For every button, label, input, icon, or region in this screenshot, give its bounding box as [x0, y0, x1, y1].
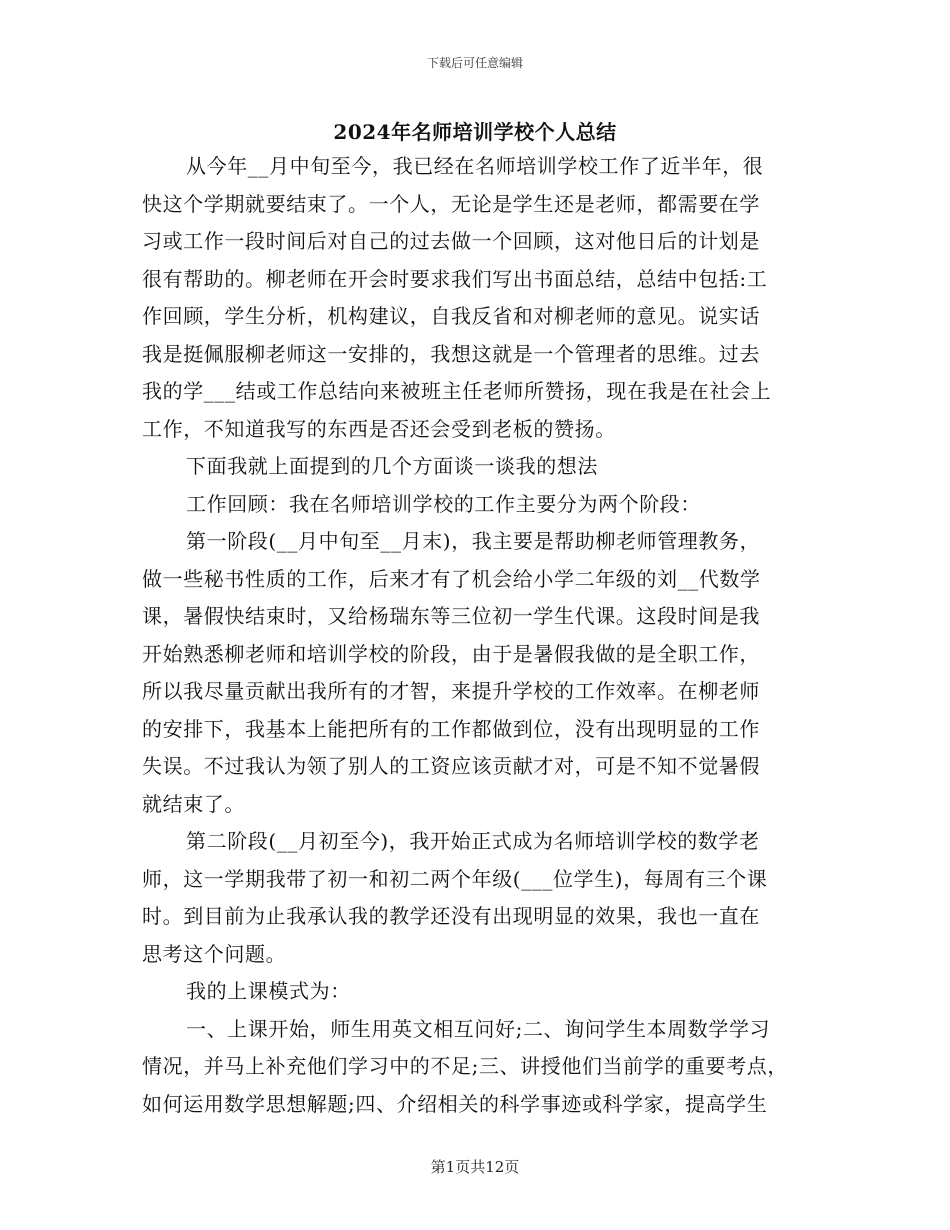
body-line: 我是挺佩服柳老师这一安排的，我想这就是一个管理者的思维。过去 [142, 341, 760, 366]
page-footer: 第1页共12页 [430, 1158, 520, 1176]
body-line: 开始熟悉柳老师和培训学校的阶段，由于是暑假我做的是全职工作， [142, 641, 760, 666]
body-line: 课，暑假快结束时，又给杨瑞东等三位初一学生代课。这段时间是我 [142, 604, 760, 628]
body-line: 快这个学期就要结束了。一个人，无论是学生还是老师，都需要在学 [142, 191, 760, 216]
body-line: 工作，不知道我写的东西是否还会受到老板的赞扬。 [142, 416, 616, 441]
body-line: 做一些秘书性质的工作，后来才有了机会给小学二年级的刘__代数学 [142, 566, 761, 591]
body-line: 我的上课模式为： [186, 979, 351, 1003]
body-line: 失误。不过我认为领了别人的工资应该贡献才对，可是不知不觉暑假 [142, 754, 760, 778]
body-line: 我的学___结或工作总结向来被班主任老师所赞扬，现在我是在社会上 [142, 379, 772, 403]
body-line: 的安排下，我基本上能把所有的工作都做到位，没有出现明显的工作 [142, 716, 760, 741]
body-line: 一、上课开始，师生用英文相互问好;二、询问学生本周数学学习 [186, 1016, 771, 1041]
body-line: 师，这一学期我带了初一和初二两个年级(___位学生)，每周有三个课 [142, 866, 768, 891]
body-line: 所以我尽量贡献出我所有的才智，来提升学校的工作效率。在柳老师 [142, 679, 760, 703]
body-line: 时。到目前为止我承认我的教学还没有出现明显的效果，我也一直在 [142, 904, 760, 928]
body-line: 思考这个问题。 [142, 941, 287, 966]
body-line: 作回顾，学生分析，机构建议，自我反省和对柳老师的意见。说实话 [142, 304, 760, 328]
body-line: 从今年__月中旬至今，我已经在名师培训学校工作了近半年，很 [186, 154, 764, 178]
body-line: 如何运用数学思想解题;四、介绍相关的科学事迹或科学家，提高学生 [142, 1091, 768, 1116]
header-note: 下载后可任意编辑 [426, 56, 523, 70]
document-title: 2024年名师培训学校个人总结 [333, 120, 617, 144]
body-line: 工作回顾：我在名师培训学校的工作主要分为两个阶段： [186, 491, 701, 516]
body-line: 习或工作一段时间后对自己的过去做一个回顾，这对他日后的计划是 [142, 229, 760, 253]
body-line: 第二阶段(__月初至今)，我开始正式成为名师培训学校的数学老 [186, 829, 760, 853]
body-line: 就结束了。 [142, 791, 245, 816]
body-line: 下面我就上面提到的几个方面谈一谈我的想法 [186, 454, 598, 478]
document-body [142, 148, 822, 1123]
body-line: 第一阶段(__月中旬至__月末)，我主要是帮助柳老师管理教务， [186, 529, 761, 553]
body-line: 情况，并马上补充他们学习中的不足;三、讲授他们当前学的重要考点， [142, 1054, 788, 1078]
body-line: 很有帮助的。柳老师在开会时要求我们写出书面总结，总结中包括:工 [142, 266, 768, 291]
